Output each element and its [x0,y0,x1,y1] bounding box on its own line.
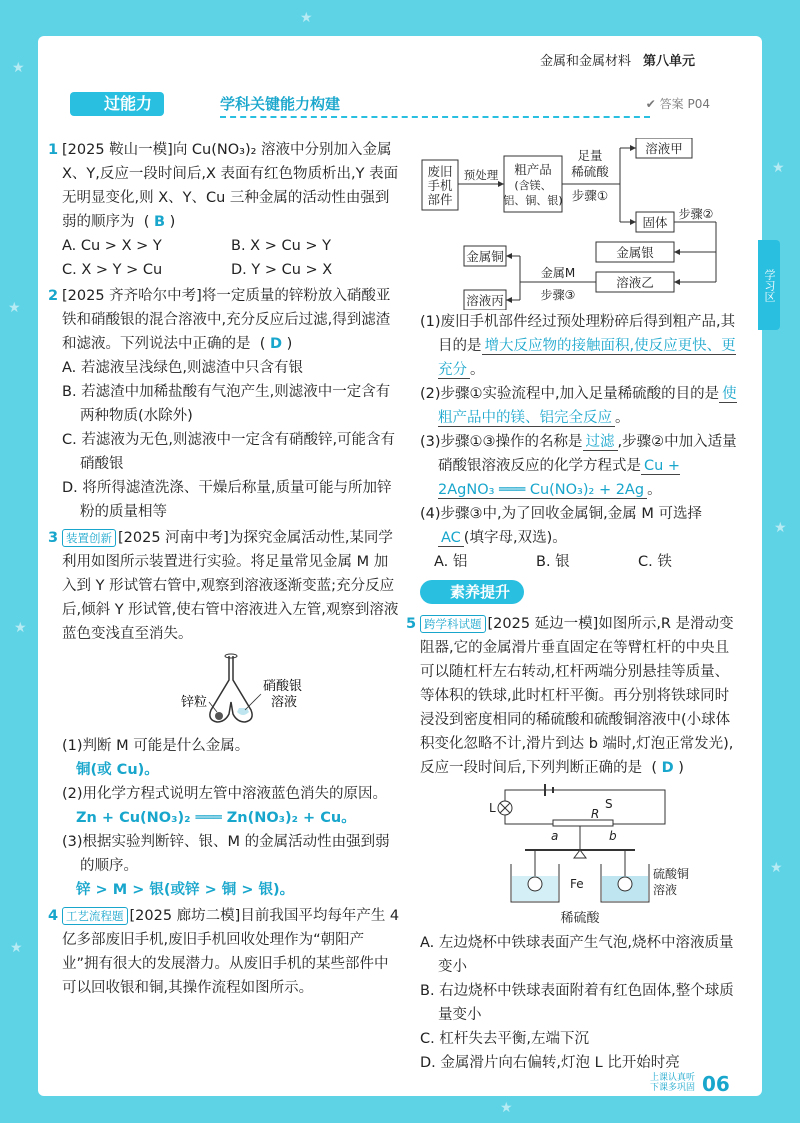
answer-choice: D [270,336,283,352]
q4-sub-question-2: (2)步骤①实验流程中,加入足量稀硫酸的目的是 使粗产品中的镁、铝完全反应 。 [420,386,737,426]
flow-start-line1: 废旧 [427,164,453,179]
question-tag: 跨学科试题 [420,615,486,633]
answer-choice: B [154,214,166,230]
footer-tag: 上课认真听 下课多巩固 [650,1073,696,1093]
flow-start-line2: 手机 [427,178,453,193]
flow-solution-b: 溶液乙 [616,275,654,290]
flow-copper: 金属铜 [466,249,504,264]
flow-crude-line2: (含镁、 [514,179,552,192]
figure-label-L: L [489,801,496,815]
option-d: D. 金属滑片向右偏转,灯泡 L 比开始时亮 [420,1055,680,1071]
flow-acid2: 稀硫酸 [571,164,609,179]
option-b: B. X > Cu > Y [231,238,332,254]
flow-pre: 预处理 [463,168,499,182]
question-4 [48,904,400,1000]
question-source: [2025 鞍山一模] [62,142,173,158]
star-icon: ★ [500,1100,513,1116]
option-b: B. 右边烧杯中铁球表面附着有红色固体,整个球质量变小 [420,983,734,1023]
answer-3: 锌 > M > 银(或锌 > 铜 > 银)。 [76,882,295,898]
lever-circuit-figure [455,784,705,909]
y-tube-figure [131,650,331,730]
answer-2: Zn + Cu(NO₃)₂ ═══ Zn(NO₃)₂ + Cu。 [76,810,356,826]
sub-question-1: (1)判断 M 可能是什么金属。 [62,738,250,754]
answer-reference: ✔ 答案 P04 [645,97,710,111]
figure-label-zinc: 锌粒 [181,695,208,710]
option-d: D. 将所得滤渣洗涤、干燥后称量,质量可能与所加锌粉的质量相等 [62,480,392,520]
options [62,234,400,282]
figure-label-a: a [551,829,559,843]
banner-badge: 过能力 [70,92,164,116]
q4-options [420,550,740,574]
flow-metal-m: 金属M [540,266,576,280]
sub-question-2: (2)用化学方程式说明左管中溶液蓝色消失的原因。 [62,786,388,802]
answer-choice: D [661,760,674,776]
star-icon: ★ [14,620,27,636]
section-banner-2 [420,580,740,606]
option-d: D. Y > Cu > X [231,262,333,278]
running-header [540,50,695,69]
question-stem: 向 Cu(NO₃)₂ 溶液中分别加入金属 X、Y,反应一段时间后,X 表面有红色物质析出,Y 表面无明显变化,则 X、Y、Cu 三种金属的活动性由强到弱的顺序为 [62,142,399,230]
question-tag: 工艺流程题 [62,907,128,925]
question-number: 5 [406,616,417,632]
question-number: 4 [48,908,59,924]
question-source: [2025 延边一模] [487,616,599,632]
left-column [48,138,400,1002]
figure-label-R: R [591,807,600,821]
question-stem: 将一定质量的锌粉放入硝酸亚铁和硝酸银的混合溶液中,充分反应后过滤,得到滤渣和滤液。下列说法中正确的是 [62,288,391,352]
option-c: C. 杠杆失去平衡,左端下沉 [420,1031,589,1047]
q4-answer-4: AC [438,530,464,547]
option-c: C. 铁 [638,554,672,570]
q4-sub-question-4: (4)步骤③中,为了回收金属铜,金属 M 可选择AC (填字母,双选)。 [420,506,702,546]
answer-1: 铜(或 Cu)。 [76,762,159,778]
q4-sub-question-3: (3)步骤①③操作的名称是 过滤 ,步骤②中加入适量硝酸银溶液反应的化学方程式是 Cu + 2AgNO₃ ═══ Cu(NO₃)₂ + 2Ag 。 [420,434,737,498]
header-subject: 金属和金属材料 [540,54,632,69]
flow-step1: 步骤① [571,188,609,203]
question-number: 1 [48,142,59,158]
flow-step3: 步骤③ [540,288,576,302]
question-source: [2025 廊坊二模] [129,908,241,924]
right-column [406,138,740,1077]
flow-silver: 金属银 [616,245,654,260]
banner-subtitle: 学科关键能力构建 [220,95,341,113]
star-icon: ★ [300,10,313,26]
page-number: 06 [702,1072,730,1096]
option-c: C. X > Y > Cu [62,262,163,278]
q4-answer-2: 使粗产品中的镁、铝完全反应 [438,386,737,426]
option-b: B. 银 [536,554,570,570]
star-icon: ★ [772,160,785,176]
option-a: A. Cu > X > Y [62,238,162,254]
question-tag: 装置创新 [62,529,116,547]
process-flow-diagram [420,138,740,310]
q4-answer-1: 增大反应物的接触面积,使反应更快、更充分 [438,338,736,378]
star-icon: ★ [10,940,23,956]
option-c: C. 若滤液为无色,则滤液中一定含有硝酸锌,可能含有硝酸银 [62,432,396,472]
flow-solid: 固体 [642,215,668,230]
figure-label-copper-sulfate: 硫酸铜 [653,867,690,881]
figure-label-solution: 溶液 [271,695,298,710]
question-source: [2025 齐齐哈尔中考] [62,288,202,304]
sub-question-3: (3)根据实验判断锌、银、M 的金属活动性由强到弱的顺序。 [62,834,390,874]
question-source: [2025 河南中考] [118,530,229,546]
question-stem: 为探究金属活动性,某同学利用如图所示装置进行实验。将足量常见金属 M 加入到 Y 形试管右管中,观察到溶液逐渐变蓝;充分反应后,倾斜 Y 形试管,使右管中溶液进入左管,观察到溶液蓝色变浅直至消失。 [62,530,399,642]
question-1: 1 [2025 鞍山一模]向 Cu(NO₃)₂ 溶液中分别加入金属 X、Y,反应一段时间后,X 表面有红色物质析出,Y 表面无明显变化,则 X、Y、Cu 三种金属的活动性由强到弱的顺序为 ( B ) A. Cu > X > Y B. X > Cu > Y C. X > Y > Cu D. Y > Cu > X [62,138,400,282]
flow-solution-c: 溶液丙 [466,293,504,308]
option-a: A. 左边烧杯中铁球表面产生气泡,烧杯中溶液质量变小 [420,935,734,975]
flow-crude-line3: 铝、铜、银) [503,194,563,207]
question-number: 3 [48,530,59,546]
banner-divider [220,116,650,118]
star-icon: ★ [8,300,21,316]
star-icon: ★ [12,60,25,76]
question-stem: 目前我国平均每年产生 4 亿多部废旧手机,废旧手机回收处理作为“朝阳产业”拥有很大的发展潜力。从废旧手机的某些部件中可以回收银和铜,其操作流程如图所示。 [62,908,400,996]
question-5: 5 跨学科试题 [2025 延边一模]如图所示,R 是滑动变阻器,它的金属滑片垂直固定在等臂杠杆的中央且可以随杠杆左右转动,杠杆两端分别悬挂等质量、等体积的铁球,此时杠杆平衡。再分别将铁球同时浸没到密度相同的稀硫酸和硫酸铜溶液中(小球体积变化忽略不计,滑片到达 b 端时,灯泡正常发光),反应一段时间后,下列判断正确的是 ( D ) L S R a b Fe 硫酸铜 溶液 稀硫酸 A. 左边烧杯中铁球表面产生气泡,烧杯中溶液质量变小 B. 右边烧杯中铁球表面附着有红色固体,整个球质量变小 C. 杠杆失去平衡,左端下沉 D. 金属滑片向右偏转,灯泡 L 比开始时亮 [420,612,740,1075]
flow-step2: 步骤② [678,207,714,221]
figure-label-silver-nitrate: 硝酸银 [263,679,303,694]
section-2-badge: 素养提升 [420,580,524,604]
question-number: 2 [48,288,59,304]
star-icon: ★ [774,520,787,536]
section-banner [70,92,710,118]
star-icon: ★ [770,860,783,876]
question-2: 2 [2025 齐齐哈尔中考]将一定质量的锌粉放入硝酸亚铁和硝酸银的混合溶液中,充分反应后过滤,得到滤渣和滤液。下列说法中正确的是 ( D ) A. 若滤液呈浅绿色,则滤渣中只含有银 B. 若滤渣中加稀盐酸有气泡产生,则滤液中一定含有两种物质(水除外) C. 若滤液为无色,则滤液中一定含有硝酸锌,可能含有硝酸银 D. 将所得滤渣洗涤、干燥后称量,质量可能与所加锌粉的质量相等 [62,284,400,524]
flow-crude-line1: 粗产品 [514,162,552,177]
q4-answer-3b: Cu + 2AgNO₃ ═══ Cu(NO₃)₂ + 2Ag [438,458,681,498]
question-3 [48,526,400,902]
figure-label-solution: 溶液 [653,883,678,897]
option-b: B. 若滤渣中加稀盐酸有气泡产生,则滤液中一定含有两种物质(水除外) [62,384,391,424]
flow-start-line3: 部件 [427,192,453,207]
question-stem: 如图所示,R 是滑动变阻器,它的金属滑片垂直固定在等臂杠杆的中央且可以随杠杆左右转动,杠杆两端分别悬挂等质量、等体积的铁球,此时杠杆平衡。再分别将铁球同时浸没到密度相同的稀硫酸和硫酸铜溶液中(小球体积变化忽略不计,滑片到达 b 端时,灯泡正常发光),反应一段时间后,下列判断正确的是 [420,616,734,776]
figure-label-sulfuric-acid: 稀硫酸 [560,911,600,926]
figure-label-b: b [609,829,617,843]
header-unit: 第八单元 [643,54,696,69]
option-a: A. 铝 [434,554,468,570]
side-tab: 学习区 [758,240,780,330]
flow-solution-a: 溶液甲 [645,141,683,156]
option-a: A. 若滤液呈浅绿色,则滤渣中只含有银 [62,360,303,376]
q4-sub-question-1: (1)废旧手机部件经过预处理粉碎后得到粗产品,其目的是 增大反应物的接触面积,使反应更快、更充分 。 [420,314,736,378]
q4-answer-3a: 过滤 [583,434,618,451]
flow-acid1: 足量 [577,148,603,163]
figure-label-Fe: Fe [570,877,584,891]
figure-label-S: S [605,797,613,811]
